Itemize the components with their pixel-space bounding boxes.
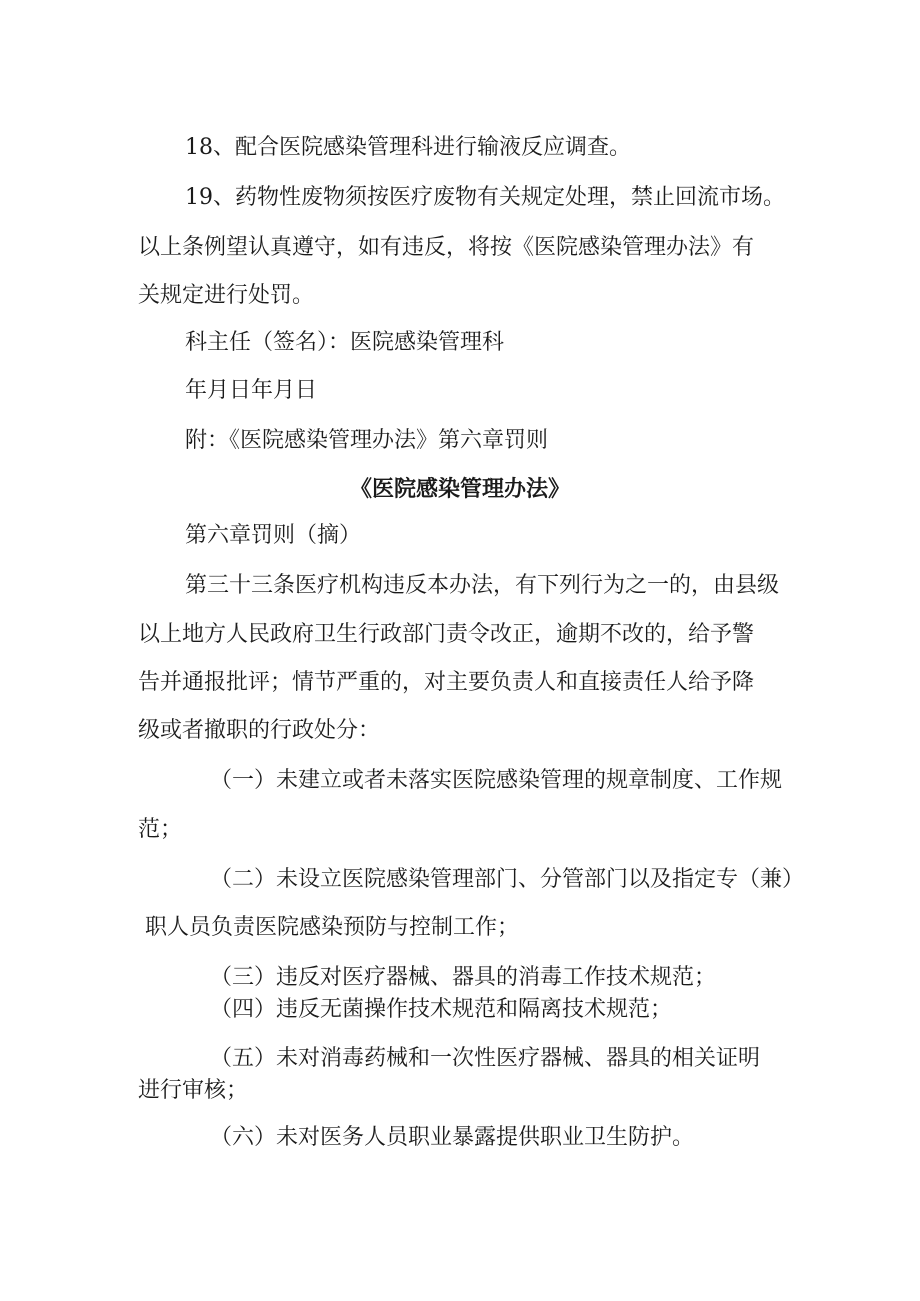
clause-4-line: （四）违反无菌操作技术规范和隔离技术规范； bbox=[210, 997, 673, 1022]
clause-6-line: （六）未对医务人员职业暴露提供职业卫生防护。 bbox=[210, 1125, 695, 1150]
clause-3-line: （三）违反对医疗器械、器具的消毒工作技术规范； bbox=[210, 965, 717, 990]
clause-1-line-1: （一）未建立或者未落实医院感染管理的规章制度、工作规 bbox=[210, 768, 783, 793]
clause-5-line-2: 进行审核； bbox=[138, 1078, 249, 1103]
appendix-line: 附：《医院感染管理办法》第六章罚则 bbox=[185, 428, 549, 453]
clause-5-line-1: （五）未对消毒药械和一次性医疗器械、器具的相关证明 bbox=[210, 1046, 761, 1071]
appendix-title: 《医院感染管理办法》 bbox=[350, 476, 571, 502]
text-line-item-19: 19、药物性废物须按医疗废物有关规定处理，禁止回流市场。 bbox=[185, 185, 785, 210]
clause-2-line-1: （二）未设立医院感染管理部门、分管部门以及指定专（兼） bbox=[210, 867, 805, 892]
date-line: 年月日年月日 bbox=[185, 378, 318, 403]
text-line-notice-2: 关规定进行处罚。 bbox=[138, 283, 315, 308]
article-33-line-2: 以上地方人民政府卫生行政部门责令改正，逾期不改的，给予警 bbox=[138, 622, 755, 647]
signature-line: 科主任（签名）：医院感染管理科 bbox=[185, 330, 505, 355]
text-line-item-18: 18、配合医院感染管理科进行输液反应调查。 bbox=[185, 135, 631, 160]
article-33-line-4: 级或者撤职的行政处分： bbox=[138, 718, 381, 743]
clause-2-line-2: 职人员负责医院感染预防与控制工作； bbox=[145, 915, 520, 940]
article-33-line-1: 第三十三条医疗机构违反本办法，有下列行为之一的，由县级 bbox=[185, 573, 780, 598]
chapter-heading: 第六章罚则（摘） bbox=[185, 523, 362, 548]
clause-1-line-2: 范； bbox=[138, 817, 183, 842]
article-33-line-3: 告并通报批评；情节严重的，对主要负责人和直接责任人给予降 bbox=[138, 670, 755, 695]
text-line-notice-1: 以上条例望认真遵守，如有违反，将按《医院感染管理办法》有 bbox=[138, 235, 755, 260]
